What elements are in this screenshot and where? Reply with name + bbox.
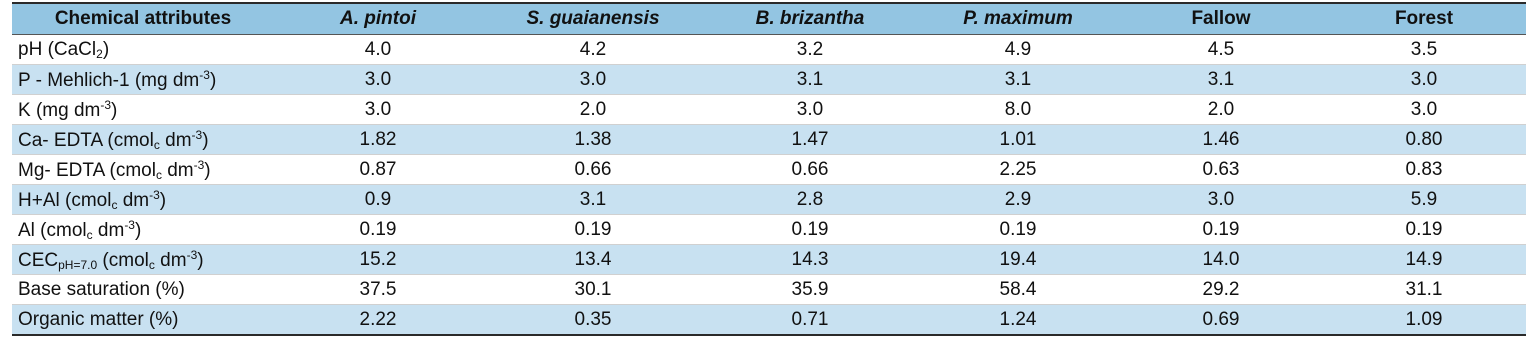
table-cell: 14.3: [704, 245, 916, 275]
table-cell: 31.1: [1322, 275, 1526, 305]
table-row: [12, 305, 1526, 336]
row-label-text: Mg- EDTA (cmol: [18, 159, 156, 181]
row-label-subscript: c: [153, 137, 160, 152]
table-row: [12, 155, 1526, 185]
table-cell: 14.0: [1120, 245, 1322, 275]
row-label-subscript: c: [155, 167, 162, 182]
row-label-text: ): [134, 219, 142, 241]
column-header-s-guaianensis: S. guaianensis: [482, 3, 704, 35]
table-cell: 4.5: [1120, 35, 1322, 65]
row-label: [12, 245, 274, 275]
table-cell: 3.1: [704, 65, 916, 95]
table-cell: 1.01: [916, 125, 1120, 155]
row-label-text: ): [204, 159, 211, 181]
row-label-text: Base saturation (%): [18, 278, 185, 300]
row-label-superscript: -3: [199, 67, 210, 82]
row-label-text: ): [159, 189, 167, 211]
table-cell: 0.66: [482, 155, 704, 185]
table-cell: 0.19: [916, 215, 1120, 245]
table-cell: 1.46: [1120, 125, 1322, 155]
table-cell: 4.2: [482, 35, 704, 65]
column-header-forest: Forest: [1322, 3, 1526, 35]
table-cell: 3.0: [704, 95, 916, 125]
table-cell: 3.0: [274, 95, 482, 125]
row-label-subscript: 2: [96, 46, 103, 61]
row-label-text: K (mg dm: [18, 99, 101, 121]
row-label: [12, 125, 274, 155]
table-row: [12, 245, 1526, 275]
column-header-chemical-attributes: Chemical attributes: [12, 3, 274, 35]
table-cell: 0.66: [704, 155, 916, 185]
table-cell: 3.5: [1322, 35, 1526, 65]
table-cell: 3.0: [1120, 185, 1322, 215]
row-label: [12, 155, 274, 185]
table-cell: 0.19: [704, 215, 916, 245]
row-label: [12, 35, 274, 65]
table-cell: 0.87: [274, 155, 482, 185]
table-cell: 35.9: [704, 275, 916, 305]
table-cell: 0.69: [1120, 305, 1322, 336]
table-cell: 0.63: [1120, 155, 1322, 185]
row-label-text: dm: [117, 189, 150, 211]
table-cell: 0.71: [704, 305, 916, 336]
row-label-text: ): [209, 69, 217, 91]
row-label-subscript: pH=7.0: [58, 257, 98, 272]
row-label-text: ): [202, 129, 209, 151]
row-label-superscript: -3: [124, 217, 135, 232]
table-row: [12, 95, 1526, 125]
column-header-fallow: Fallow: [1120, 3, 1322, 35]
row-label: [12, 95, 274, 125]
row-label-subscript: c: [148, 257, 155, 272]
row-label-text: ): [111, 99, 118, 121]
table-cell: 8.0: [916, 95, 1120, 125]
table-cell: 4.9: [916, 35, 1120, 65]
header-row: [12, 3, 1526, 35]
table-row: [12, 185, 1526, 215]
table-cell: 0.9: [274, 185, 482, 215]
table-container: [12, 2, 1526, 336]
table-row: [12, 125, 1526, 155]
row-label: [12, 305, 274, 336]
table-cell: 1.24: [916, 305, 1120, 336]
table-cell: 2.0: [482, 95, 704, 125]
table-cell: 0.19: [482, 215, 704, 245]
table-cell: 2.9: [916, 185, 1120, 215]
table-cell: 30.1: [482, 275, 704, 305]
row-label: [12, 215, 274, 245]
table-cell: 3.2: [704, 35, 916, 65]
row-label-text: dm: [154, 249, 187, 271]
table-cell: 3.1: [1120, 65, 1322, 95]
table-cell: 58.4: [916, 275, 1120, 305]
table-cell: 3.0: [1322, 95, 1526, 125]
table-cell: 3.0: [482, 65, 704, 95]
table-cell: 15.2: [274, 245, 482, 275]
row-label-text: Organic matter (%): [18, 308, 179, 330]
table-cell: 5.9: [1322, 185, 1526, 215]
row-label-text: dm: [92, 219, 125, 241]
table-cell: 3.1: [916, 65, 1120, 95]
table-cell: 13.4: [482, 245, 704, 275]
row-label-superscript: -3: [186, 247, 198, 262]
table-cell: 2.25: [916, 155, 1120, 185]
table-body: [12, 35, 1526, 336]
chemical-attributes-table: [12, 2, 1526, 336]
table-cell: 4.0: [274, 35, 482, 65]
table-row: [12, 35, 1526, 65]
table-cell: 0.83: [1322, 155, 1526, 185]
row-label-subscript: c: [86, 227, 93, 242]
table-cell: 1.47: [704, 125, 916, 155]
table-cell: 2.0: [1120, 95, 1322, 125]
row-label: [12, 275, 274, 305]
row-label-text: CEC: [18, 249, 59, 271]
table-cell: 0.19: [274, 215, 482, 245]
row-label-superscript: -3: [191, 127, 203, 142]
table-cell: 14.9: [1322, 245, 1526, 275]
column-header-b-brizantha: B. brizantha: [704, 3, 916, 35]
table-cell: 1.82: [274, 125, 482, 155]
row-label-text: P - Mehlich-1 (mg dm: [18, 69, 200, 91]
row-label-text: ): [197, 249, 204, 271]
table-cell: 0.19: [1322, 215, 1526, 245]
table-cell: 29.2: [1120, 275, 1322, 305]
table-cell: 0.80: [1322, 125, 1526, 155]
row-label: [12, 185, 274, 215]
table-cell: 2.8: [704, 185, 916, 215]
table-cell: 3.0: [1322, 65, 1526, 95]
table-cell: 3.0: [274, 65, 482, 95]
table-row: [12, 215, 1526, 245]
table-cell: 2.22: [274, 305, 482, 336]
row-label: [12, 65, 274, 95]
table-cell: 1.38: [482, 125, 704, 155]
row-label-superscript: -3: [149, 187, 160, 202]
table-cell: 3.1: [482, 185, 704, 215]
table-cell: 0.35: [482, 305, 704, 336]
table-cell: 1.09: [1322, 305, 1526, 336]
table-row: [12, 65, 1526, 95]
row-label-text: ): [102, 38, 110, 60]
row-label-superscript: -3: [100, 97, 112, 112]
row-label-text: dm: [159, 129, 192, 151]
row-label-text: H+Al (cmol: [18, 189, 112, 211]
row-label-subscript: c: [111, 197, 118, 212]
column-header-a-pintoi: A. pintoi: [274, 3, 482, 35]
row-label-text: (cmol: [97, 249, 149, 271]
table-cell: 19.4: [916, 245, 1120, 275]
row-label-superscript: -3: [193, 157, 205, 172]
row-label-text: pH (CaCl: [18, 38, 97, 60]
table-cell: 37.5: [274, 275, 482, 305]
row-label-text: Ca- EDTA (cmol: [18, 129, 154, 151]
table-row: [12, 275, 1526, 305]
row-label-text: Al (cmol: [18, 219, 87, 241]
row-label-text: dm: [161, 159, 194, 181]
column-header-p-maximum: P. maximum: [916, 3, 1120, 35]
table-cell: 0.19: [1120, 215, 1322, 245]
